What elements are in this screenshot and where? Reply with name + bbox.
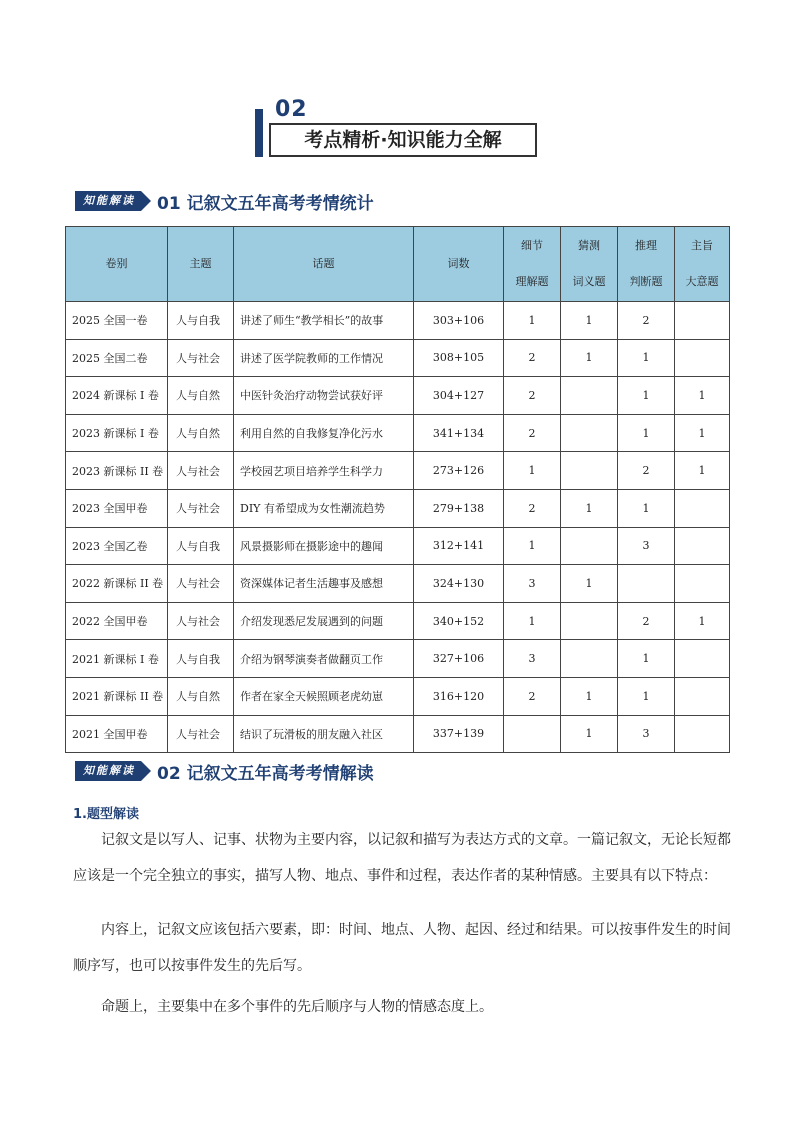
col-header: 细节 理解题 <box>504 227 561 302</box>
table-cell: 资深媒体记者生活趣事及感想 <box>234 565 414 603</box>
table-cell: 2 <box>504 414 561 452</box>
table-cell: 1 <box>618 377 675 415</box>
table-cell: 2023 全国甲卷 <box>66 489 168 527</box>
table-cell: 2 <box>504 677 561 715</box>
table-cell: 人与社会 <box>168 489 234 527</box>
paragraph: 内容上，记叙文应该包括六要素，即：时间、地点、人物、起因、经过和结果。可以按事件发生的时间顺序写，也可以按事件发生的先后写。 <box>73 922 731 974</box>
table-cell <box>675 489 730 527</box>
table-cell <box>675 302 730 340</box>
table-cell: 3 <box>504 640 561 678</box>
table-row <box>66 527 730 565</box>
table-row <box>66 640 730 678</box>
table-cell: 2 <box>618 602 675 640</box>
table-cell: 2024 新课标 I 卷 <box>66 377 168 415</box>
table-row <box>66 565 730 603</box>
table-cell: 3 <box>618 715 675 753</box>
table-cell: 304+127 <box>414 377 504 415</box>
col-header: 话题 <box>234 227 414 302</box>
chapter-header <box>255 97 540 159</box>
table-cell: 1 <box>675 377 730 415</box>
table-cell: 人与社会 <box>168 339 234 377</box>
table-cell: 2 <box>618 302 675 340</box>
table-cell: 1 <box>504 302 561 340</box>
table-cell: 1 <box>675 452 730 490</box>
header-accent-bar <box>255 109 263 157</box>
table-cell <box>618 565 675 603</box>
col-header: 主旨 大意题 <box>675 227 730 302</box>
section-title: 01 记叙文五年高考考情统计 <box>157 193 374 214</box>
table-cell: 人与自我 <box>168 527 234 565</box>
col-header: 主题 <box>168 227 234 302</box>
table-cell: 人与社会 <box>168 565 234 603</box>
table-cell: 作者在家全天候照顾老虎幼崽 <box>234 677 414 715</box>
table-row <box>66 302 730 340</box>
table-cell <box>561 527 618 565</box>
table-cell: 人与社会 <box>168 452 234 490</box>
table-cell: 1 <box>618 489 675 527</box>
chapter-number: 02 <box>275 97 308 122</box>
table-cell: 人与自我 <box>168 302 234 340</box>
table-cell: 讲述了医学院教师的工作情况 <box>234 339 414 377</box>
table-cell: 1 <box>618 677 675 715</box>
table-cell: 人与社会 <box>168 602 234 640</box>
table-cell: 1 <box>504 602 561 640</box>
exam-stats-table <box>65 226 730 753</box>
col-header: 猜测 词义题 <box>561 227 618 302</box>
table-row <box>66 489 730 527</box>
table-row <box>66 414 730 452</box>
table-cell <box>504 715 561 753</box>
section-title: 02 记叙文五年高考考情解读 <box>157 763 374 784</box>
col-header: 词数 <box>414 227 504 302</box>
table-cell: 人与自然 <box>168 414 234 452</box>
table-cell <box>675 565 730 603</box>
paragraph: 命题上，主要集中在多个事件的先后顺序与人物的情感态度上。 <box>101 999 493 1015</box>
table-cell: 2023 新课标 I 卷 <box>66 414 168 452</box>
table-cell: 利用自然的自我修复净化污水 <box>234 414 414 452</box>
table-cell: 312+141 <box>414 527 504 565</box>
table-cell: 介绍发现悉尼发展遇到的问题 <box>234 602 414 640</box>
table-cell <box>675 640 730 678</box>
table-row <box>66 339 730 377</box>
table-cell: 1 <box>561 565 618 603</box>
table-cell: 1 <box>618 640 675 678</box>
table-cell <box>675 339 730 377</box>
table-cell: 337+139 <box>414 715 504 753</box>
section-tag: 知能解读 <box>75 761 141 781</box>
table-cell: 2025 全国一卷 <box>66 302 168 340</box>
table-cell: 1 <box>504 452 561 490</box>
table-cell: 1 <box>675 414 730 452</box>
table-cell: DIY 有希望成为女性潮流趋势 <box>234 489 414 527</box>
table-cell <box>561 602 618 640</box>
table-cell: 324+130 <box>414 565 504 603</box>
paragraph: 记叙文是以写人、记事、状物为主要内容，以记叙和描写为表达方式的文章。一篇记叙文，无论长短都应该是一个完全独立的事实，描写人物、地点、事件和过程，表达作者的某种情感。主要具有以下特点： <box>73 832 731 884</box>
table-cell: 讲述了师生“教学相长”的故事 <box>234 302 414 340</box>
table-cell: 2021 新课标 I 卷 <box>66 640 168 678</box>
table-cell <box>675 677 730 715</box>
table-cell <box>561 452 618 490</box>
table-cell: 2022 全国甲卷 <box>66 602 168 640</box>
table-cell: 340+152 <box>414 602 504 640</box>
table-cell: 2 <box>504 339 561 377</box>
table-cell <box>561 640 618 678</box>
table-cell: 1 <box>561 715 618 753</box>
table-cell: 人与社会 <box>168 715 234 753</box>
table-cell: 风景摄影师在摄影途中的趣闻 <box>234 527 414 565</box>
table-cell: 273+126 <box>414 452 504 490</box>
table-cell: 结识了玩滑板的朋友融入社区 <box>234 715 414 753</box>
table-cell: 人与自然 <box>168 677 234 715</box>
section-tag: 知能解读 <box>75 191 141 211</box>
section-heading-1 <box>75 189 374 213</box>
table-cell: 2021 全国甲卷 <box>66 715 168 753</box>
table-cell: 316+120 <box>414 677 504 715</box>
table-cell: 1 <box>675 602 730 640</box>
table-cell: 2 <box>618 452 675 490</box>
table-cell: 1 <box>561 677 618 715</box>
table-cell: 341+134 <box>414 414 504 452</box>
table-cell <box>675 715 730 753</box>
subheading: 1.题型解读 <box>73 807 139 822</box>
table-cell: 1 <box>561 302 618 340</box>
table-cell: 327+106 <box>414 640 504 678</box>
table-cell: 2023 全国乙卷 <box>66 527 168 565</box>
table-cell: 2022 新课标 II 卷 <box>66 565 168 603</box>
table-cell: 303+106 <box>414 302 504 340</box>
table-cell: 2023 新课标 II 卷 <box>66 452 168 490</box>
table-cell: 3 <box>504 565 561 603</box>
table-cell: 2025 全国二卷 <box>66 339 168 377</box>
table-cell: 2021 新课标 II 卷 <box>66 677 168 715</box>
table-cell: 1 <box>618 339 675 377</box>
table-cell: 介绍为钢琴演奏者做翻页工作 <box>234 640 414 678</box>
table-header-row <box>66 227 730 302</box>
section-heading-2 <box>75 759 374 783</box>
table-cell: 308+105 <box>414 339 504 377</box>
table-cell: 1 <box>618 414 675 452</box>
table-cell: 1 <box>561 489 618 527</box>
table-cell: 2 <box>504 377 561 415</box>
table-row <box>66 677 730 715</box>
table-cell: 1 <box>504 527 561 565</box>
table-row <box>66 452 730 490</box>
col-header: 推理 判断题 <box>618 227 675 302</box>
table-cell <box>675 527 730 565</box>
table-cell: 人与自我 <box>168 640 234 678</box>
table-row <box>66 602 730 640</box>
table-cell <box>561 414 618 452</box>
table-cell: 中医针灸治疗动物尝试获好评 <box>234 377 414 415</box>
table-cell: 2 <box>504 489 561 527</box>
table-cell: 279+138 <box>414 489 504 527</box>
table-cell: 1 <box>561 339 618 377</box>
table-row <box>66 377 730 415</box>
table-cell: 3 <box>618 527 675 565</box>
col-header: 卷别 <box>66 227 168 302</box>
table-cell: 人与自然 <box>168 377 234 415</box>
table-cell: 学校园艺项目培养学生科学力 <box>234 452 414 490</box>
chapter-title: 考点精析·知识能力全解 <box>269 123 537 157</box>
table-cell <box>561 377 618 415</box>
table-row <box>66 715 730 753</box>
